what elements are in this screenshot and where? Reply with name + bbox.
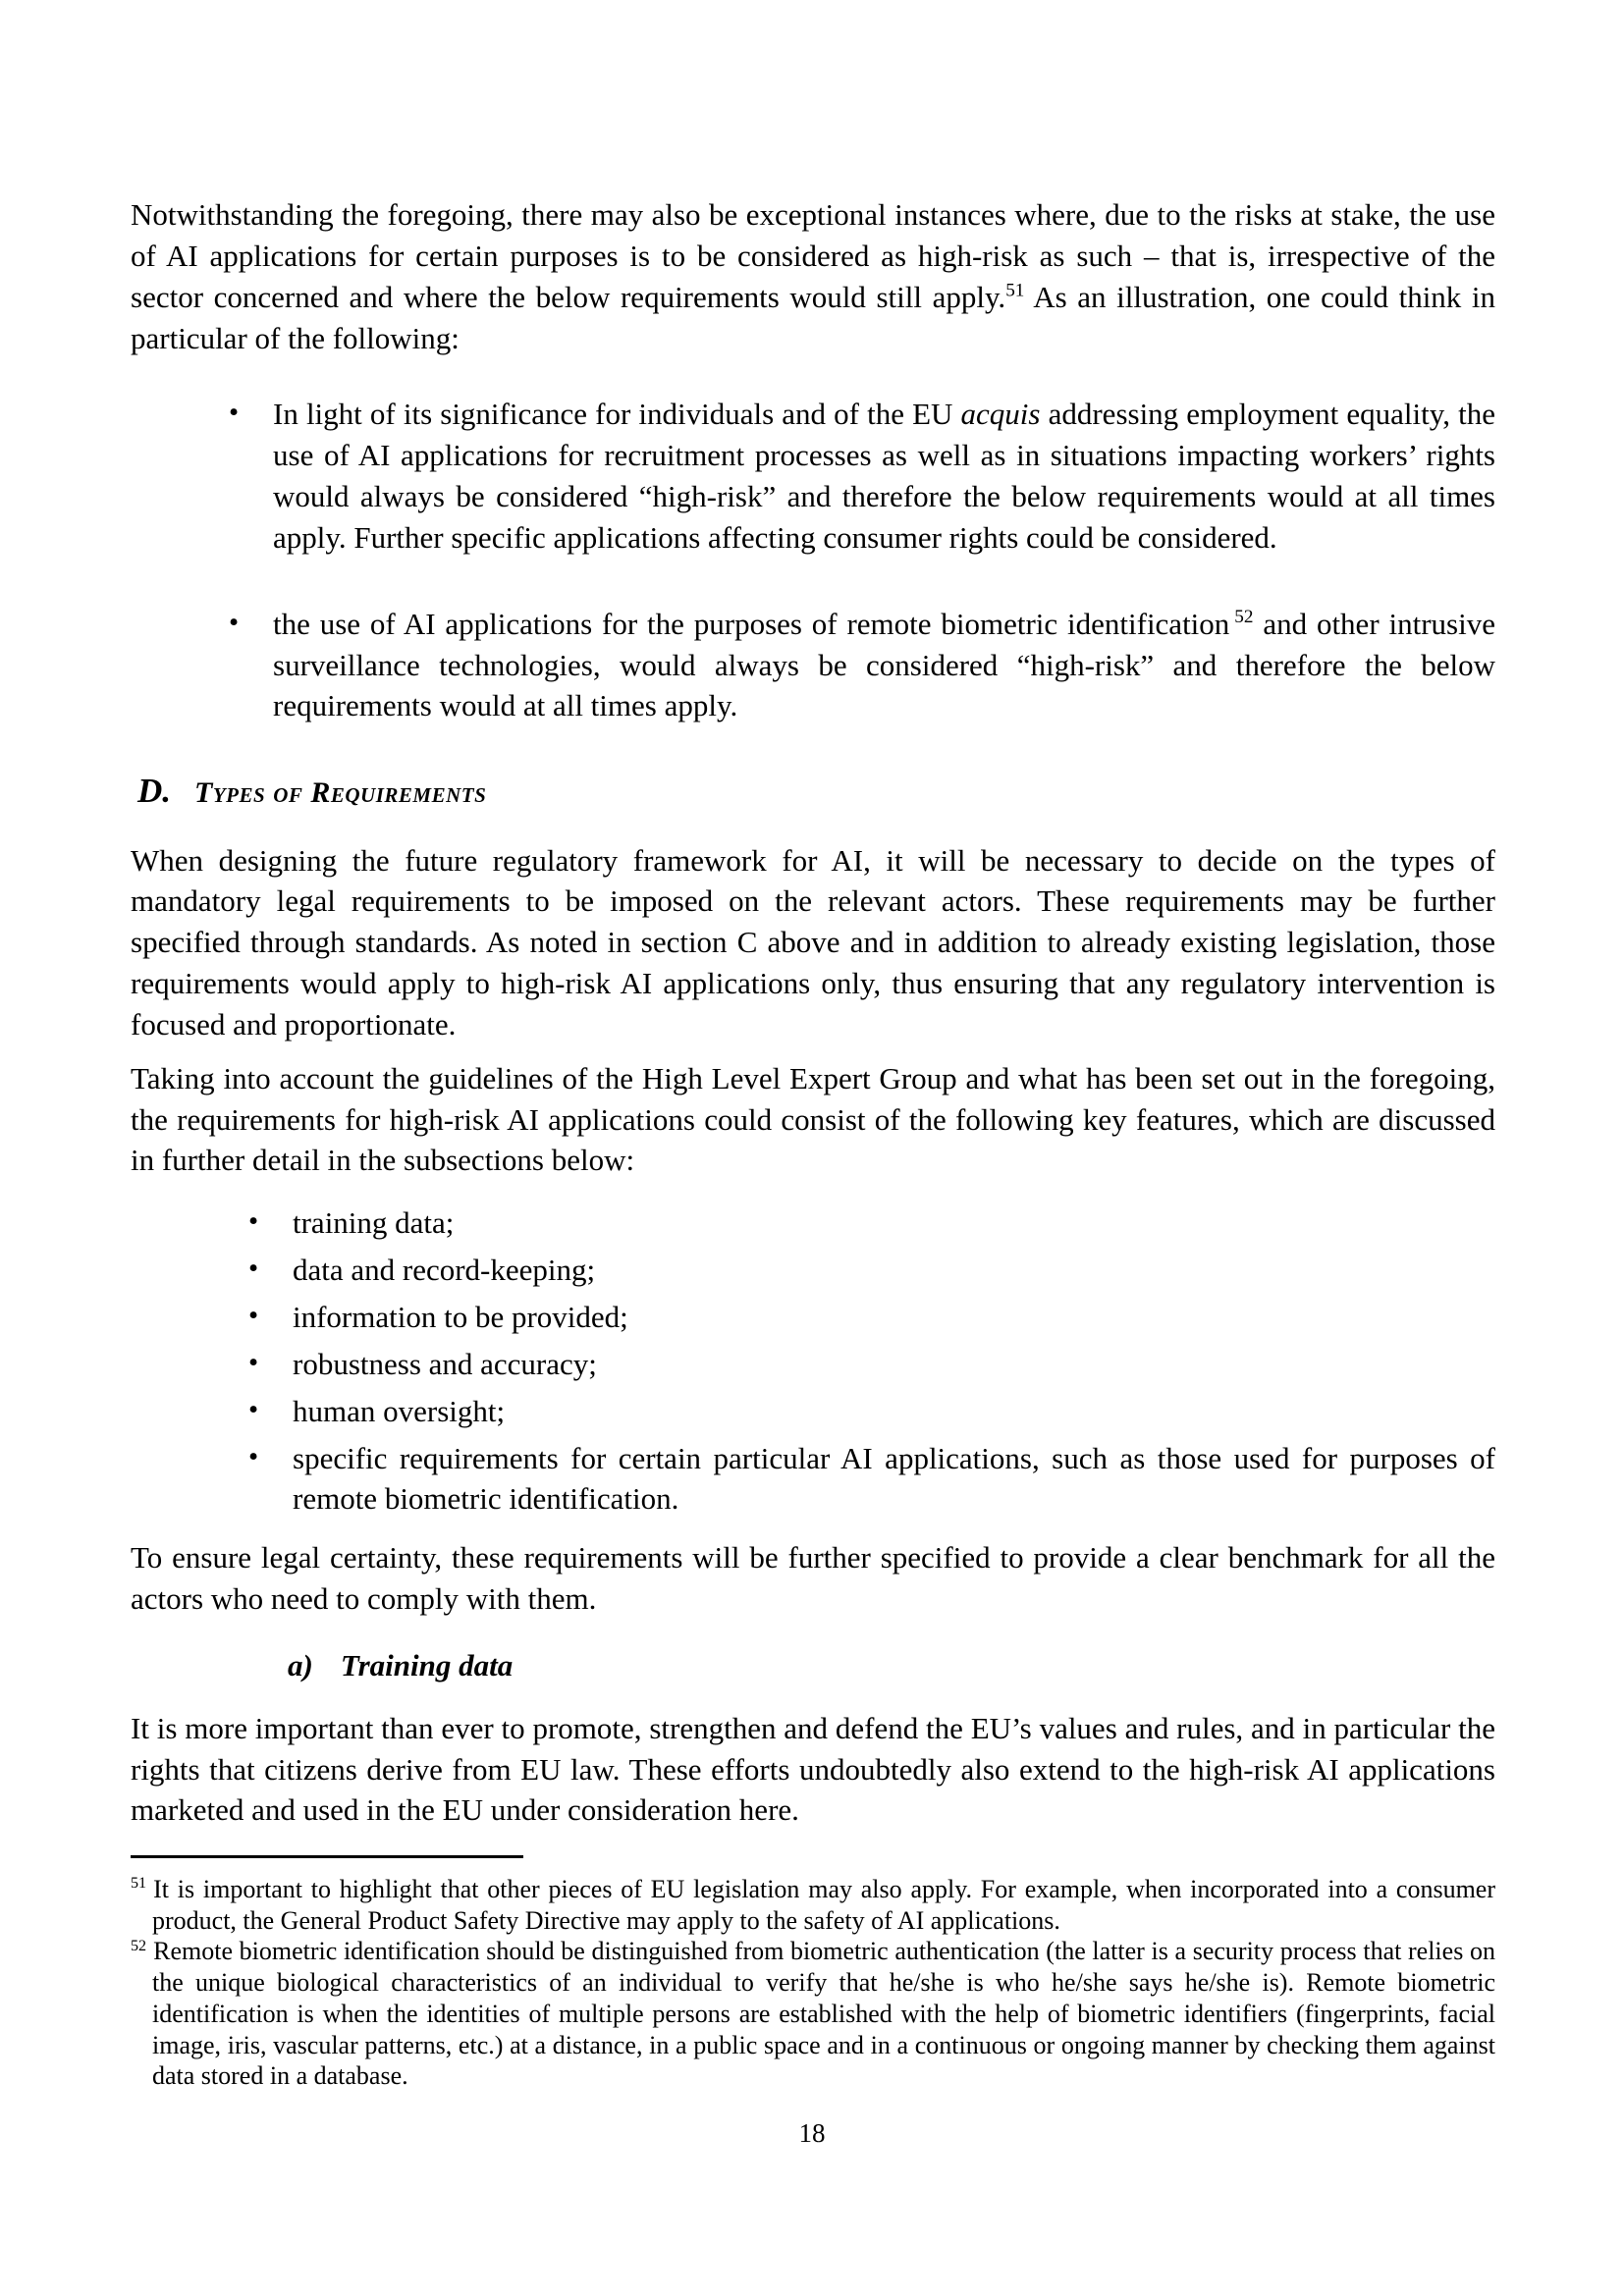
key-features-list	[131, 1202, 1495, 1520]
bullet-icon: •	[248, 1205, 259, 1238]
footnote-52-text: Remote biometric identification should be distinguished from biometric authentication (the latter is a security process that relies on the unique biological characteristics of an individual to verify that he/she is who he/she says he/she is). Remote biometric identification is when the identities of multiple persons are established with the help of biometric identifiers (fingerprints, facial image, iris, vascular patterns, etc.) at a distance, in a public space and in a continuous or ongoing manner by checking them against data stored in a database.	[152, 1937, 1495, 2091]
bullet-icon: •	[248, 1299, 259, 1331]
bullet-text-post: and other intrusive surveillance technologies, would always be considered “high-risk” and therefore the below requirements would at all times apply.	[273, 606, 1495, 723]
bullet-icon: •	[248, 1253, 259, 1285]
footnote-51-marker: 51	[131, 1875, 147, 1893]
key-feature-training-data: training data;	[293, 1205, 455, 1241]
key-feature-record-keeping: data and record-keeping;	[293, 1253, 596, 1288]
bullet-icon: •	[229, 397, 240, 429]
subsection-heading-a	[131, 1645, 1495, 1686]
list-item	[248, 1391, 1495, 1432]
bullet-text-post: addressing employment equality, the use of AI applications for recruitment processes as well as in situations impacting workers’ rights would always be considered “high-risk” and therefore the below requirements would at all times apply. Further specific applications affecting consumer rights could be considered.	[273, 397, 1495, 555]
bullet-icon: •	[248, 1393, 259, 1425]
key-feature-robustness: robustness and accuracy;	[293, 1346, 597, 1381]
key-feature-specific-requirements: specific requirements for certain particular AI applications, such as those used for purposes of remote biometric identification.	[293, 1440, 1495, 1517]
footnote-ref-52: 52	[1234, 607, 1254, 628]
key-feature-information: information to be provided;	[293, 1299, 628, 1334]
bullet-text-pre: the use of AI applications for the purposes of remote biometric identification	[273, 606, 1230, 641]
footnote-51-text: It is important to highlight that other pieces of EU legislation may also apply. For example, when incorporated into a consumer product, the General Product Safety Directive may apply to the safety of AI applications.	[152, 1875, 1495, 1935]
paragraph-when-designing: When designing the future regulatory framework for AI, it will be necessary to decide on the types of mandatory legal requirements to be imposed on the relevant actors. These requirements may be further specified through standards. As noted in section C above and in addition to already existing legislation, those requirements would apply to high-risk AI applications only, thus ensuring that any regulatory intervention is focused and proportionate.	[131, 842, 1495, 1041]
paragraph-taking-into-account: Taking into account the guidelines of the High Level Expert Group and what has been set out in the foregoing, the requirements for high-risk AI applications could consist of the following key features, which are discussed in further detail in the subsections below:	[131, 1060, 1495, 1178]
bullet-text-employment	[273, 394, 1495, 558]
page-body	[131, 194, 1495, 1843]
bullet-icon: •	[248, 1346, 259, 1378]
intro-paragraph-text: Notwithstanding the foregoing, there may also be exceptional instances where, due to the risks at stake, the use of AI applications for certain purposes is to be considered as high-risk as such – that is, irrespective of the sector concerned and where the below requirements would still apply.	[131, 197, 1495, 314]
subsection-letter: a)	[288, 1647, 313, 1682]
list-item	[248, 1250, 1495, 1291]
section-letter: D.	[137, 772, 172, 811]
list-item	[248, 1297, 1495, 1338]
list-item	[248, 1202, 1495, 1244]
list-item	[248, 1438, 1495, 1521]
footnote-52-marker: 52	[131, 1937, 147, 1954]
section-title: Types of Requirements	[194, 776, 487, 810]
high-risk-bullet-list	[131, 394, 1495, 726]
bullet-text-pre: In light of its significance for individuals and of the EU	[273, 397, 961, 432]
footnote-ref-51: 51	[1005, 280, 1025, 301]
list-item	[248, 1344, 1495, 1385]
footnote-51	[131, 1874, 1495, 1936]
bullet-text-biometric	[273, 604, 1495, 727]
footnote-separator-rule	[131, 1855, 523, 1858]
subsection-title: Training data	[340, 1647, 514, 1682]
footnote-52	[131, 1936, 1495, 2092]
intro-paragraph-tail: As an illustration, one could think in particular of the following:	[131, 279, 1496, 355]
footnote-area	[131, 1855, 1495, 2092]
list-item	[229, 394, 1495, 558]
list-item	[229, 604, 1495, 727]
bullet-icon: •	[248, 1440, 259, 1472]
paragraph-training-data: It is more important than ever to promote, strengthen and defend the EU’s values and rules, and in particular the rights that citizens derive from EU law. These efforts undoubtedly also extend to the high-risk AI applications marketed and used in the EU under consideration here.	[131, 1710, 1495, 1828]
bullet-text-acquis: acquis	[960, 397, 1041, 432]
page-number: 18	[798, 2118, 826, 2148]
section-heading-d	[131, 768, 1495, 814]
paragraph-legal-certainty: To ensure legal certainty, these requirements will be further specified to provide a clear benchmark for all the actors who need to comply with them.	[131, 1540, 1495, 1617]
intro-paragraph	[131, 194, 1495, 358]
key-feature-human-oversight: human oversight;	[293, 1393, 506, 1428]
bullet-icon: •	[229, 606, 240, 638]
